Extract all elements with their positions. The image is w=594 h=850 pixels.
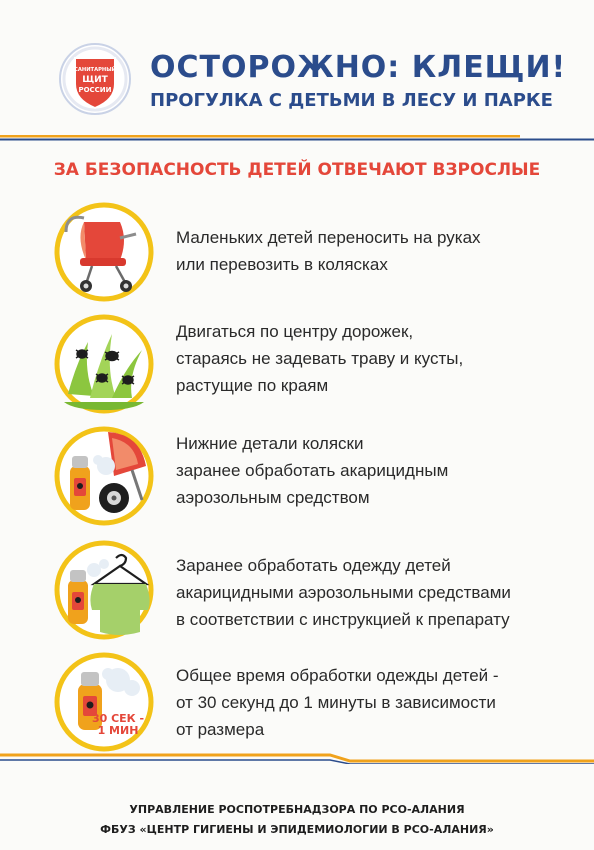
footer-line-2: ФБУЗ «ЦЕНТР ГИГИЕНЫ И ЭПИДЕМИОЛОГИИ В РСО-АЛАНИЯ» bbox=[100, 823, 494, 836]
text-line: Маленьких детей переносить на руках bbox=[176, 228, 481, 247]
text-line: Общее время обработки одежды детей - bbox=[176, 666, 499, 685]
text-line: заранее обработать акарицидным bbox=[176, 461, 449, 480]
list-item bbox=[54, 540, 574, 645]
header-divider bbox=[0, 135, 594, 141]
stroller-icon bbox=[54, 202, 154, 302]
text-line: стараясь не задевать траву и кусты, bbox=[176, 349, 464, 368]
item-text bbox=[176, 662, 576, 743]
text-line: Заранее обработать одежду детей bbox=[176, 556, 451, 575]
sanitary-shield-logo bbox=[58, 42, 132, 116]
text-line: растущие по краям bbox=[176, 376, 329, 395]
text-line: в соответствии с инструкцией к препарату bbox=[176, 610, 510, 629]
ticks-on-grass-icon bbox=[54, 314, 154, 414]
text-line: акарицидными аэрозольными средствами bbox=[176, 583, 511, 602]
list-item bbox=[54, 426, 574, 531]
text-line: аэрозольным средством bbox=[176, 488, 370, 507]
text-line: от 30 секунд до 1 минуты в зависимости bbox=[176, 693, 496, 712]
item-text bbox=[176, 318, 576, 399]
text-line: от размера bbox=[176, 720, 265, 739]
list-item bbox=[54, 314, 574, 419]
spray-clothes-icon bbox=[54, 540, 154, 640]
logo-line-2: ЩИТ bbox=[82, 75, 108, 85]
logo-line-3: РОССИИ bbox=[78, 86, 112, 94]
spray-stroller-wheel-icon bbox=[54, 426, 154, 526]
list-item bbox=[54, 652, 574, 757]
item-text bbox=[176, 224, 576, 278]
text-line: или перевозить в колясках bbox=[176, 255, 388, 274]
item-text bbox=[176, 430, 576, 511]
section-title: ЗА БЕЗОПАСНОСТЬ ДЕТЕЙ ОТВЕЧАЮТ ВЗРОСЛЫЕ bbox=[53, 160, 541, 180]
footer-divider bbox=[0, 752, 594, 764]
timer-badge-line-2: 1 МИН bbox=[97, 724, 139, 737]
timer-badge-line-1: 30 СЕК - bbox=[91, 712, 145, 725]
page-subtitle: ПРОГУЛКА С ДЕТЬМИ В ЛЕСУ И ПАРКЕ bbox=[150, 90, 553, 111]
page-title: ОСТОРОЖНО: КЛЕЩИ! bbox=[150, 50, 567, 85]
text-line: Двигаться по центру дорожек, bbox=[176, 322, 414, 341]
footer-line-1: УПРАВЛЕНИЕ РОСПОТРЕБНАДЗОРА ПО РСО-АЛАНИЯ bbox=[129, 803, 465, 816]
list-item bbox=[54, 202, 574, 307]
text-line: Нижние детали коляски bbox=[176, 434, 364, 453]
logo-line-1: САНИТАРНЫЙ bbox=[74, 67, 116, 73]
item-text bbox=[176, 552, 576, 633]
spray-timer-icon bbox=[54, 652, 154, 752]
footer bbox=[0, 800, 594, 840]
